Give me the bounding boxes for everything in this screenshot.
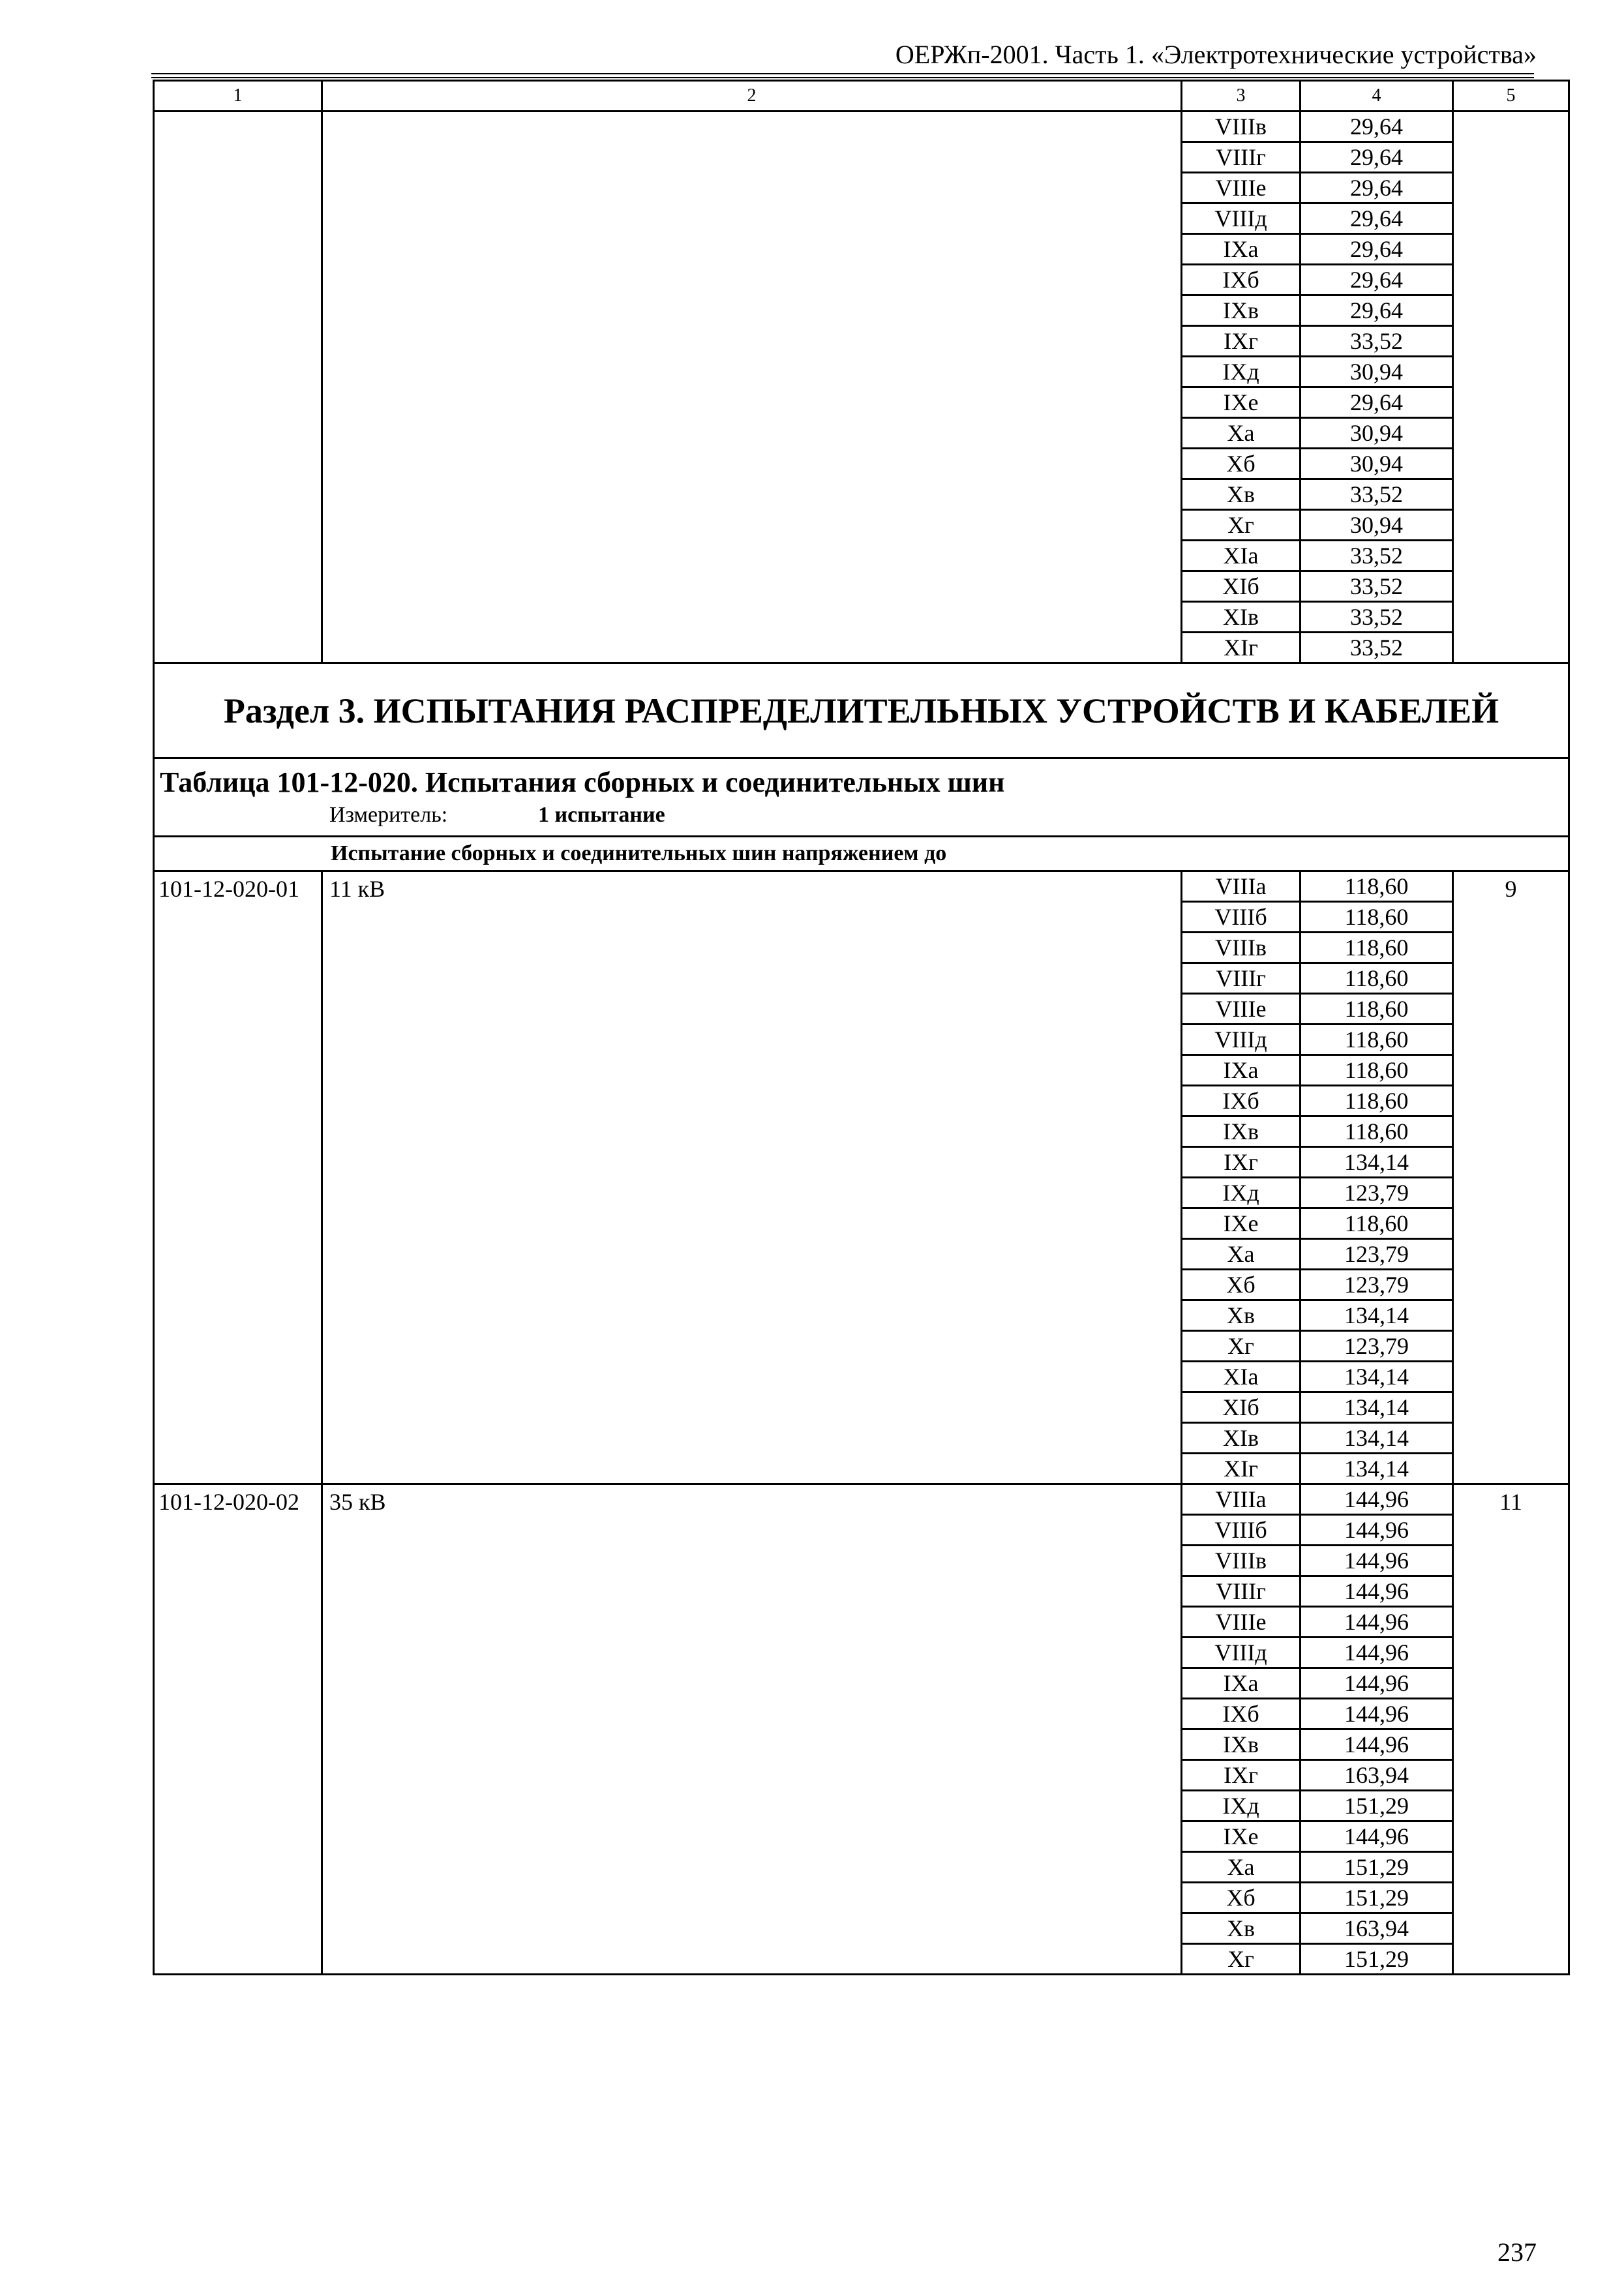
name-cell-empty bbox=[322, 112, 1182, 663]
category-cell: VIIIг bbox=[1182, 142, 1301, 173]
value-cell: 123,79 bbox=[1301, 1239, 1453, 1270]
value-cell: 118,60 bbox=[1301, 902, 1453, 933]
value-cell: 123,79 bbox=[1301, 1270, 1453, 1300]
value-cell: 29,64 bbox=[1301, 265, 1453, 295]
category-cell: VIIIв bbox=[1182, 1546, 1301, 1576]
value-cell: 144,96 bbox=[1301, 1821, 1453, 1852]
value-cell: 163,94 bbox=[1301, 1760, 1453, 1791]
page-number: 237 bbox=[1497, 2237, 1537, 2267]
category-cell: Xв bbox=[1182, 1300, 1301, 1331]
value-cell: 30,94 bbox=[1301, 449, 1453, 479]
value-cell: 123,79 bbox=[1301, 1331, 1453, 1362]
rates-table bbox=[153, 80, 1570, 1975]
value-cell: 123,79 bbox=[1301, 1178, 1453, 1208]
category-cell: Xа bbox=[1182, 1852, 1301, 1883]
value-cell: 144,96 bbox=[1301, 1607, 1453, 1638]
value-cell: 134,14 bbox=[1301, 1147, 1453, 1178]
name-cell: 35 кВ bbox=[322, 1484, 1182, 1975]
column-number: 5 bbox=[1453, 81, 1569, 112]
category-cell: Xб bbox=[1182, 1883, 1301, 1913]
category-cell: IXа bbox=[1182, 234, 1301, 265]
column-number-row bbox=[154, 81, 1569, 112]
category-cell: VIIIе bbox=[1182, 173, 1301, 203]
value-cell: 118,60 bbox=[1301, 1055, 1453, 1086]
category-cell: VIIIе bbox=[1182, 994, 1301, 1025]
running-header: ОЕРЖп-2001. Часть 1. «Электротехнические устройства» bbox=[895, 40, 1537, 69]
value-cell: 144,96 bbox=[1301, 1546, 1453, 1576]
value-cell: 144,96 bbox=[1301, 1638, 1453, 1668]
category-cell: Xг bbox=[1182, 1331, 1301, 1362]
category-cell: Xб bbox=[1182, 1270, 1301, 1300]
value-cell: 134,14 bbox=[1301, 1300, 1453, 1331]
value-cell: 134,14 bbox=[1301, 1423, 1453, 1454]
value-cell: 134,14 bbox=[1301, 1454, 1453, 1484]
value-cell: 151,29 bbox=[1301, 1944, 1453, 1975]
category-cell: VIIIд bbox=[1182, 203, 1301, 234]
value-cell: 144,96 bbox=[1301, 1729, 1453, 1760]
subheading: Испытание сборных и соединительных шин напряжением до bbox=[154, 837, 1569, 871]
category-cell: IXд bbox=[1182, 357, 1301, 387]
value-cell: 33,52 bbox=[1301, 633, 1453, 663]
category-cell: IXе bbox=[1182, 1208, 1301, 1239]
value-cell: 118,60 bbox=[1301, 871, 1453, 902]
value-cell: 30,94 bbox=[1301, 357, 1453, 387]
category-cell: IXв bbox=[1182, 295, 1301, 326]
value-cell: 144,96 bbox=[1301, 1699, 1453, 1729]
category-cell: IXг bbox=[1182, 1760, 1301, 1791]
category-cell: Xа bbox=[1182, 1239, 1301, 1270]
col5-cell: 11 bbox=[1453, 1484, 1569, 1975]
category-cell: IXб bbox=[1182, 265, 1301, 295]
table-title: Таблица 101-12-020. Испытания сборных и соединительных шин bbox=[160, 766, 1005, 798]
category-cell: IXа bbox=[1182, 1668, 1301, 1699]
column-number: 1 bbox=[154, 81, 322, 112]
value-cell: 144,96 bbox=[1301, 1484, 1453, 1515]
table-row bbox=[154, 112, 1569, 142]
header-rule bbox=[151, 73, 1534, 74]
value-cell: 118,60 bbox=[1301, 1116, 1453, 1147]
category-cell: XIб bbox=[1182, 1392, 1301, 1423]
category-cell: Xв bbox=[1182, 479, 1301, 510]
category-cell: VIIIг bbox=[1182, 1576, 1301, 1607]
category-cell: Xг bbox=[1182, 1944, 1301, 1975]
table-row bbox=[154, 871, 1569, 902]
category-cell: IXб bbox=[1182, 1086, 1301, 1116]
category-cell: XIв bbox=[1182, 1423, 1301, 1454]
category-cell: VIIIг bbox=[1182, 963, 1301, 994]
category-cell: IXд bbox=[1182, 1791, 1301, 1821]
category-cell: XIг bbox=[1182, 1454, 1301, 1484]
category-cell: IXв bbox=[1182, 1116, 1301, 1147]
category-cell: IXд bbox=[1182, 1178, 1301, 1208]
category-cell: Xб bbox=[1182, 449, 1301, 479]
table-row bbox=[154, 1484, 1569, 1515]
category-cell: XIг bbox=[1182, 633, 1301, 663]
section-heading-row bbox=[154, 663, 1569, 758]
value-cell: 144,96 bbox=[1301, 1668, 1453, 1699]
category-cell: VIIIд bbox=[1182, 1638, 1301, 1668]
value-cell: 30,94 bbox=[1301, 510, 1453, 541]
value-cell: 29,64 bbox=[1301, 173, 1453, 203]
category-cell: VIIIв bbox=[1182, 933, 1301, 963]
col5-cell-empty bbox=[1453, 112, 1569, 663]
value-cell: 118,60 bbox=[1301, 963, 1453, 994]
category-cell: IXв bbox=[1182, 1729, 1301, 1760]
subheading-row bbox=[154, 837, 1569, 871]
header-rule-double bbox=[151, 77, 1534, 78]
value-cell: 29,64 bbox=[1301, 142, 1453, 173]
column-number: 2 bbox=[322, 81, 1182, 112]
code-cell: 101-12-020-02 bbox=[154, 1484, 322, 1975]
section-title: Раздел 3. ИСПЫТАНИЯ РАСПРЕДЕЛИТЕЛЬНЫХ УСТРОЙСТВ И КАБЕЛЕЙ bbox=[154, 663, 1569, 758]
value-cell: 144,96 bbox=[1301, 1576, 1453, 1607]
code-cell: 101-12-020-01 bbox=[154, 871, 322, 1484]
unit-line bbox=[160, 801, 1568, 830]
value-cell: 134,14 bbox=[1301, 1362, 1453, 1392]
unit-value: 1 испытание bbox=[538, 803, 665, 827]
value-cell: 33,52 bbox=[1301, 541, 1453, 571]
code-cell-empty bbox=[154, 112, 322, 663]
category-cell: IXб bbox=[1182, 1699, 1301, 1729]
category-cell: VIIIб bbox=[1182, 902, 1301, 933]
value-cell: 33,52 bbox=[1301, 479, 1453, 510]
value-cell: 30,94 bbox=[1301, 418, 1453, 449]
category-cell: VIIIд bbox=[1182, 1025, 1301, 1055]
value-cell: 144,96 bbox=[1301, 1515, 1453, 1546]
value-cell: 29,64 bbox=[1301, 387, 1453, 418]
value-cell: 29,64 bbox=[1301, 295, 1453, 326]
column-number: 3 bbox=[1182, 81, 1301, 112]
value-cell: 118,60 bbox=[1301, 994, 1453, 1025]
value-cell: 118,60 bbox=[1301, 933, 1453, 963]
category-cell: Xг bbox=[1182, 510, 1301, 541]
value-cell: 163,94 bbox=[1301, 1913, 1453, 1944]
value-cell: 151,29 bbox=[1301, 1883, 1453, 1913]
value-cell: 118,60 bbox=[1301, 1025, 1453, 1055]
value-cell: 33,52 bbox=[1301, 571, 1453, 602]
table-title-cell bbox=[154, 758, 1569, 837]
category-cell: VIIIб bbox=[1182, 1515, 1301, 1546]
value-cell: 33,52 bbox=[1301, 326, 1453, 357]
category-cell: IXе bbox=[1182, 1821, 1301, 1852]
category-cell: XIв bbox=[1182, 602, 1301, 633]
value-cell: 151,29 bbox=[1301, 1852, 1453, 1883]
value-cell: 151,29 bbox=[1301, 1791, 1453, 1821]
category-cell: VIIIв bbox=[1182, 112, 1301, 142]
value-cell: 33,52 bbox=[1301, 602, 1453, 633]
name-cell: 11 кВ bbox=[322, 871, 1182, 1484]
category-cell: VIIIе bbox=[1182, 1607, 1301, 1638]
col5-cell: 9 bbox=[1453, 871, 1569, 1484]
value-cell: 29,64 bbox=[1301, 112, 1453, 142]
category-cell: XIа bbox=[1182, 1362, 1301, 1392]
category-cell: Xа bbox=[1182, 418, 1301, 449]
category-cell: IXг bbox=[1182, 326, 1301, 357]
category-cell: Xв bbox=[1182, 1913, 1301, 1944]
value-cell: 29,64 bbox=[1301, 234, 1453, 265]
category-cell: XIа bbox=[1182, 541, 1301, 571]
category-cell: XIб bbox=[1182, 571, 1301, 602]
table-title-row bbox=[154, 758, 1569, 837]
value-cell: 134,14 bbox=[1301, 1392, 1453, 1423]
category-cell: IXг bbox=[1182, 1147, 1301, 1178]
column-number: 4 bbox=[1301, 81, 1453, 112]
category-cell: IXе bbox=[1182, 387, 1301, 418]
value-cell: 118,60 bbox=[1301, 1086, 1453, 1116]
category-cell: VIIIа bbox=[1182, 871, 1301, 902]
value-cell: 118,60 bbox=[1301, 1208, 1453, 1239]
unit-label: Измеритель: bbox=[329, 803, 448, 827]
value-cell: 29,64 bbox=[1301, 203, 1453, 234]
category-cell: IXа bbox=[1182, 1055, 1301, 1086]
category-cell: VIIIа bbox=[1182, 1484, 1301, 1515]
